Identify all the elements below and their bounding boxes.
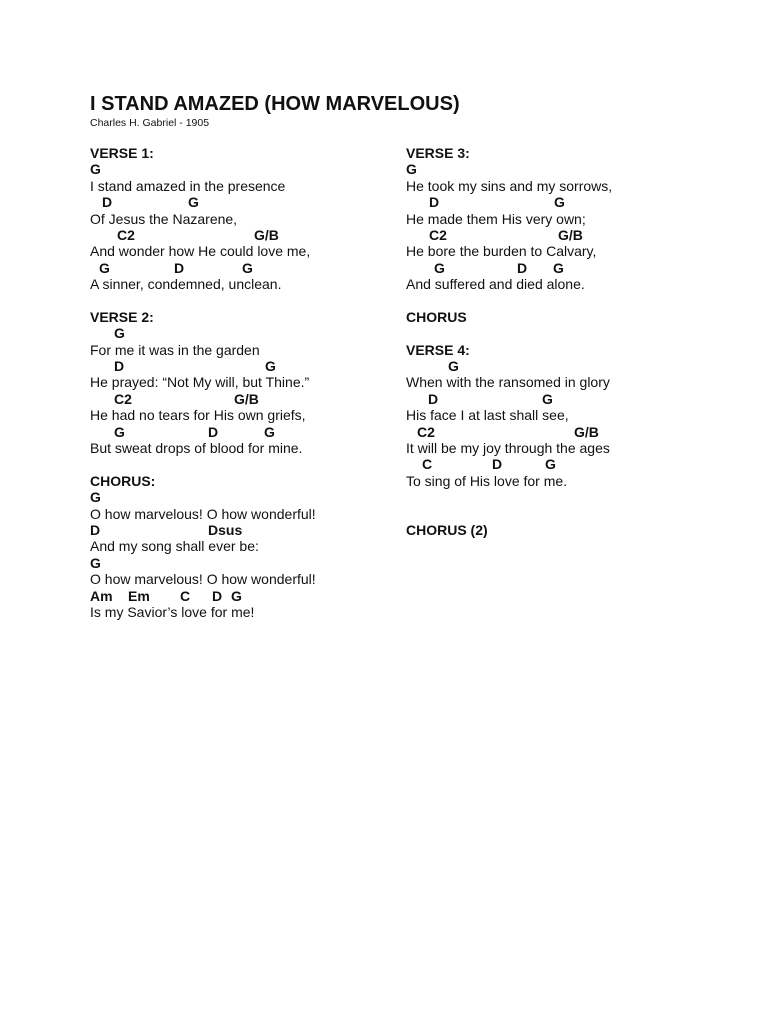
chord: G — [242, 259, 253, 276]
chord: Em — [128, 587, 150, 604]
chord-row — [90, 161, 390, 177]
chorus-reference: CHORUS — [406, 308, 467, 325]
chord: G — [554, 194, 565, 211]
chord-row — [90, 194, 390, 210]
lyric-line: When with the ransomed in glory — [406, 374, 610, 391]
chord-row — [90, 325, 390, 341]
chord: D — [114, 358, 125, 375]
chorus-reference-2: CHORUS (2) — [406, 522, 488, 538]
chord: D — [429, 194, 440, 211]
chord: C2 — [417, 423, 435, 440]
lyric-line: His face I at last shall see, — [406, 407, 569, 424]
chord: C — [180, 587, 191, 604]
chord: C2 — [429, 226, 447, 243]
verse-4-heading: VERSE 4: — [406, 341, 470, 358]
lyric-line: To sing of His love for me. — [406, 472, 568, 489]
chord: G — [90, 554, 101, 571]
lyric-line: For me it was in the garden — [90, 341, 260, 358]
lyric-line: And wonder how He could love me, — [90, 243, 311, 260]
chord: G — [448, 358, 459, 375]
song-author: Charles H. Gabriel - 1905 — [90, 117, 210, 129]
chord: G — [188, 194, 199, 211]
chord-row — [406, 260, 706, 276]
lyric-line: O how marvelous! O how wonderful! — [90, 505, 316, 522]
chord-row — [90, 358, 390, 374]
lyric-line: He took my sins and my sorrows, — [406, 177, 613, 194]
chord: D — [102, 194, 113, 211]
lyric-line: Is my Savior’s love for me! — [90, 603, 255, 620]
verse-2-heading: VERSE 2: — [90, 308, 154, 325]
chord-row — [90, 227, 390, 243]
lyric-line: And suffered and died alone. — [406, 276, 585, 293]
chord: G — [264, 423, 275, 440]
lyric-line: He had no tears for His own griefs, — [90, 407, 306, 424]
chord: G — [434, 259, 445, 276]
chord-row — [406, 227, 706, 243]
chord-row — [90, 489, 390, 505]
chord-row — [406, 391, 706, 407]
chord-row — [406, 161, 706, 177]
chord: D — [212, 587, 223, 604]
lyric-line: But sweat drops of blood for mine. — [90, 440, 303, 457]
chord: G — [553, 259, 564, 276]
chord: G/B — [574, 423, 599, 440]
chord: G/B — [558, 226, 583, 243]
chord: G — [114, 423, 125, 440]
lyric-line: And my song shall ever be: — [90, 538, 259, 555]
chord: G/B — [234, 390, 259, 407]
chord-row — [406, 424, 706, 440]
verse-1-heading: VERSE 1: — [90, 145, 154, 161]
chord: C — [422, 456, 433, 473]
chorus-heading: CHORUS: — [90, 472, 156, 489]
right-column — [406, 145, 706, 538]
chord: C2 — [114, 390, 132, 407]
chord: D — [90, 521, 101, 538]
chord: D — [428, 390, 439, 407]
chord: G — [114, 325, 125, 342]
lyric-line: I stand amazed in the presence — [90, 177, 286, 194]
lyric-line: He prayed: “Not My will, but Thine.” — [90, 374, 310, 391]
left-column — [90, 145, 390, 620]
chord: G — [545, 456, 556, 473]
chord: Am — [90, 587, 113, 604]
chord: D — [492, 456, 503, 473]
chord: D — [174, 259, 185, 276]
chord: G — [90, 161, 101, 178]
verse-3-heading: VERSE 3: — [406, 145, 470, 161]
chord-row — [90, 522, 390, 538]
chord-row — [90, 588, 390, 604]
chord: G — [542, 390, 553, 407]
chord-row — [90, 391, 390, 407]
chord: G — [265, 358, 276, 375]
chord: G — [90, 489, 101, 506]
lyric-line: It will be my joy through the ages — [406, 440, 610, 457]
chord-row — [90, 260, 390, 276]
chord: C2 — [117, 226, 135, 243]
chord-row — [406, 194, 706, 210]
chord: D — [208, 423, 219, 440]
chord-row — [90, 424, 390, 440]
chord: G — [99, 259, 110, 276]
chord: D — [517, 259, 528, 276]
chord: G/B — [254, 226, 279, 243]
chord-row — [90, 555, 390, 571]
lyric-line: A sinner, condemned, unclean. — [90, 276, 282, 293]
chord-row — [406, 456, 706, 472]
chord: G — [231, 587, 242, 604]
chord-row — [406, 358, 706, 374]
chord: Dsus — [208, 521, 243, 538]
lyric-line: He made them His very own; — [406, 210, 586, 227]
lyric-line: Of Jesus the Nazarene, — [90, 210, 238, 227]
lyric-line: He bore the burden to Calvary, — [406, 243, 597, 260]
song-title: I STAND AMAZED (HOW MARVELOUS) — [90, 93, 460, 115]
chord: G — [406, 161, 417, 178]
lyric-line: O how marvelous! O how wonderful! — [90, 571, 316, 588]
